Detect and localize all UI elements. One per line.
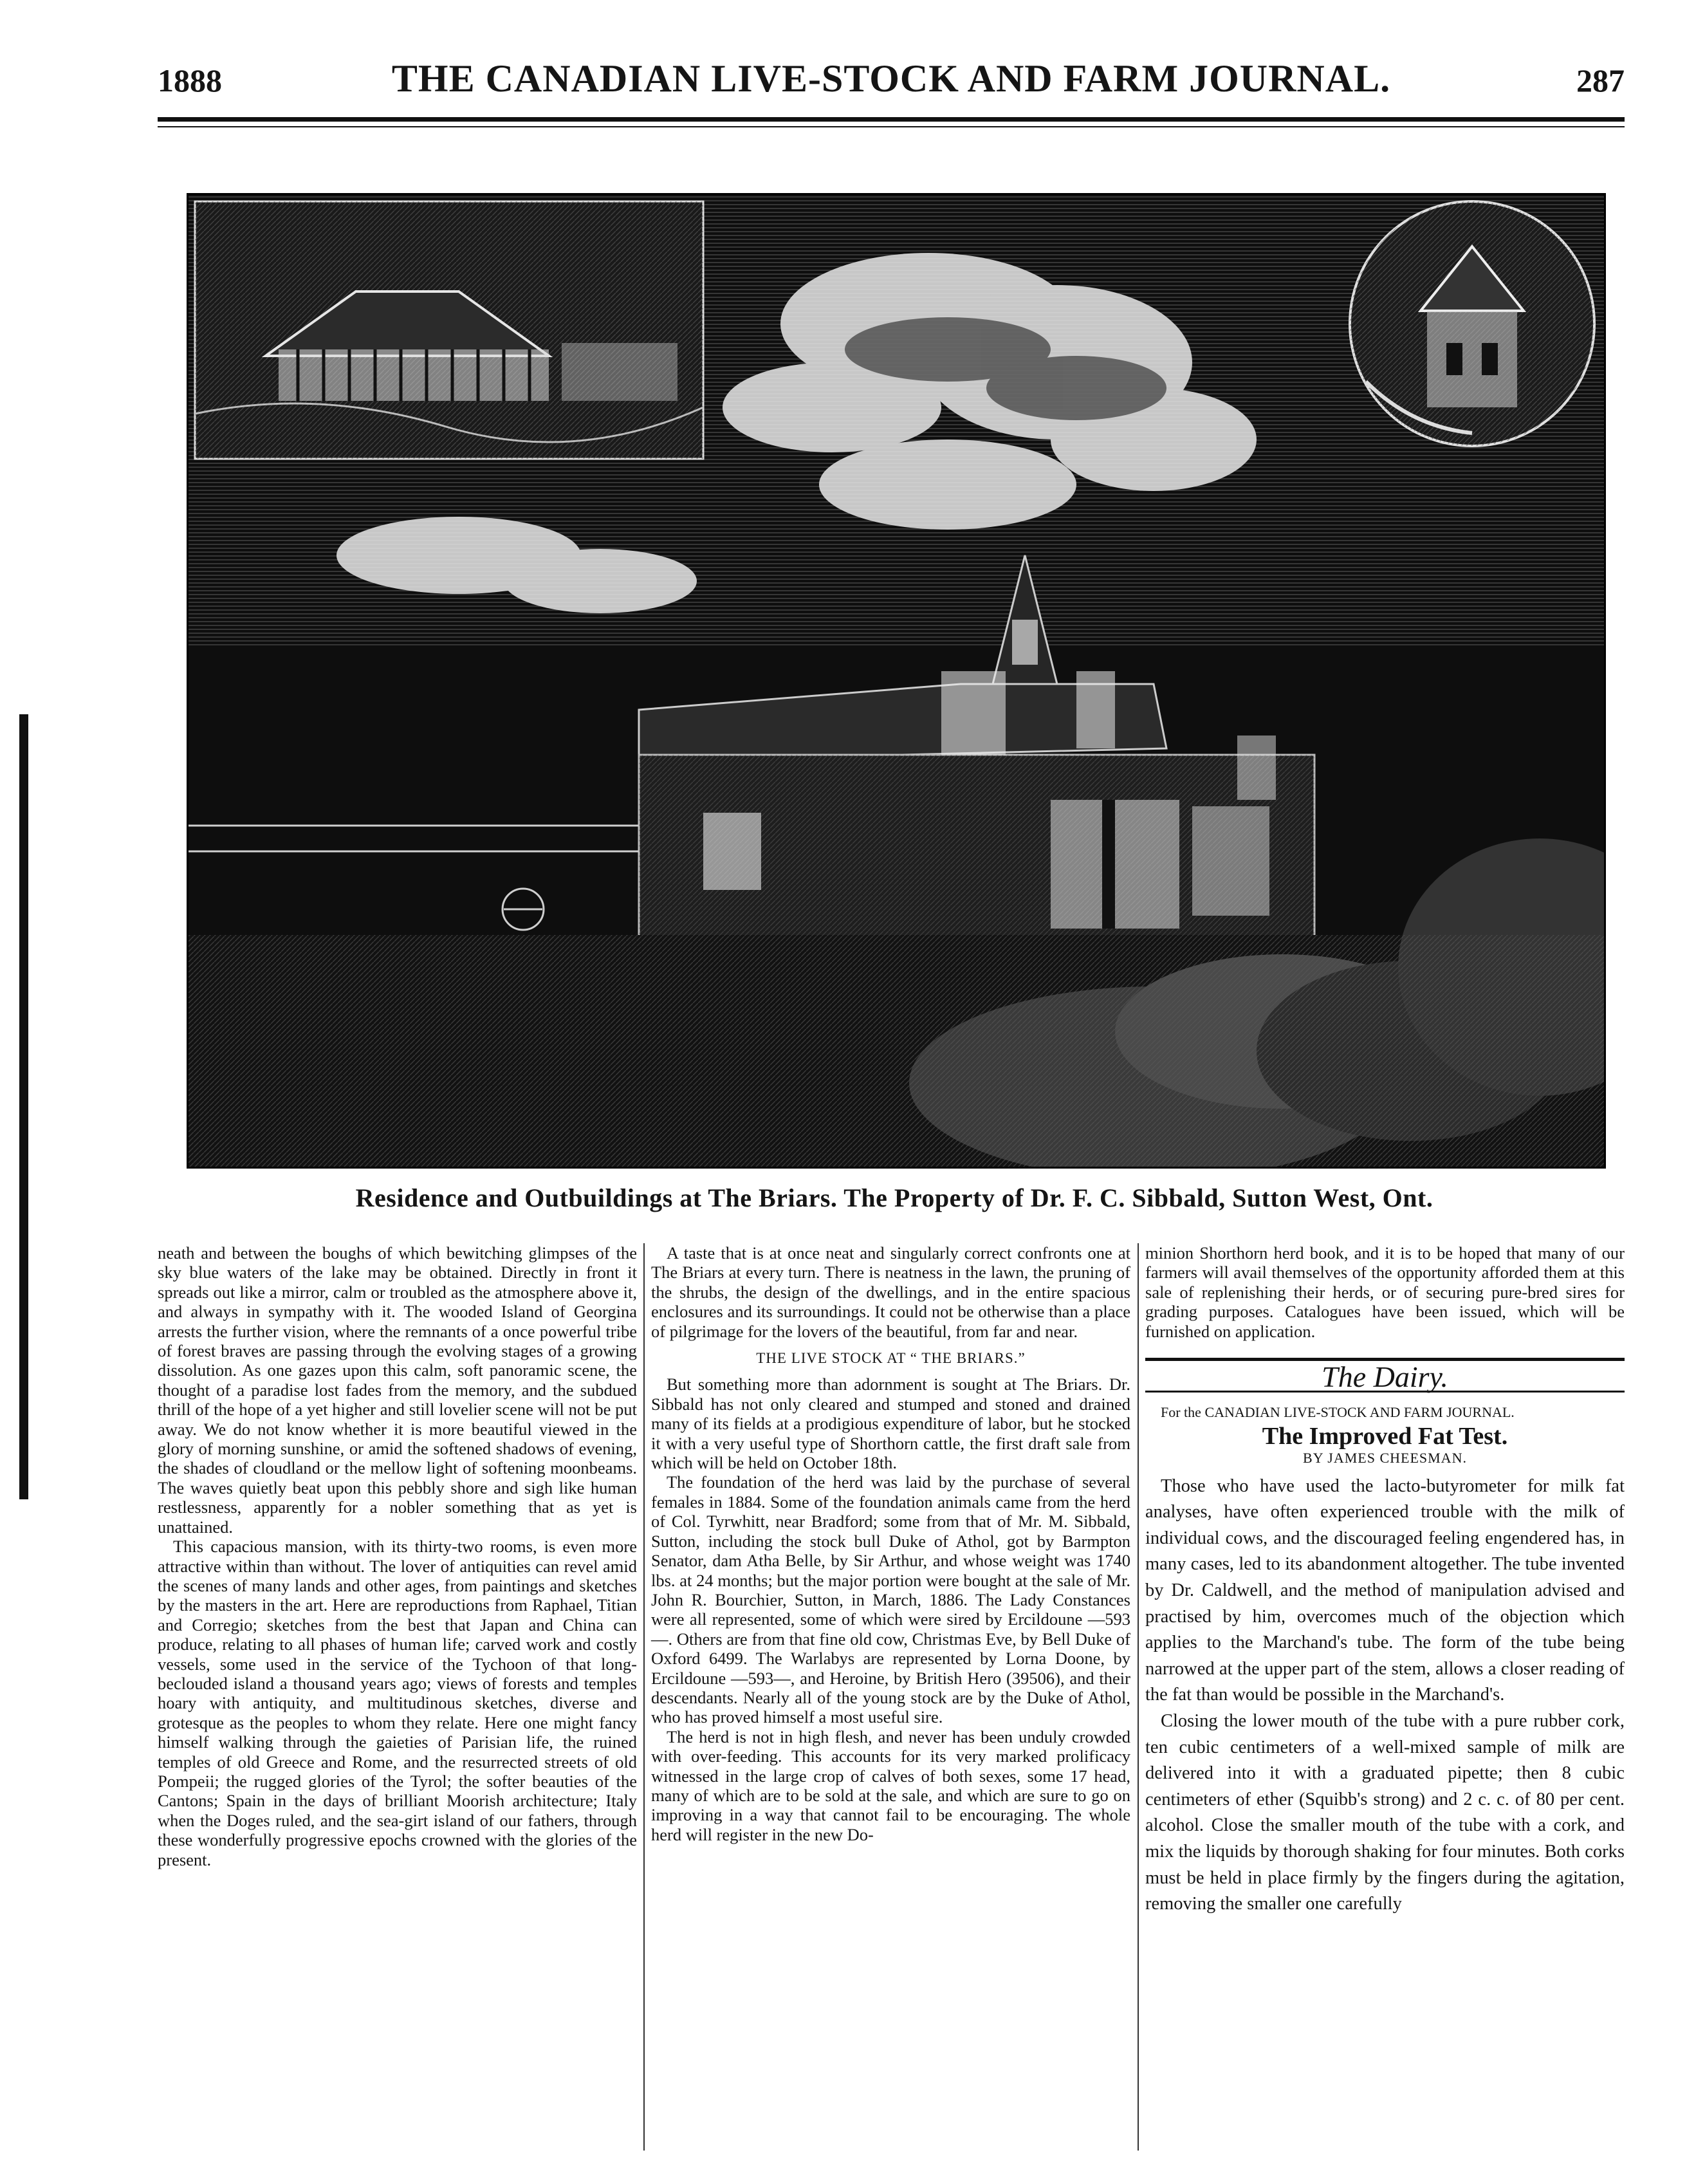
col1-paragraph-2: This capacious mansion, with its thirty-two rooms, is even more attractive within than without. The lover of antiquities can revel amid the scenes of many lands and other ages, from paintings and sketches by the masters in the art. Here are reproductions from Raphael, Titian and Corregio; sketches from the best that Japan and China can produce, relating to all phases of human life; carved work and costly vessels, some used in the service of the Tychoon of that long-beclouded island a thousand years ago; views of forests and temples hoary with antiquity, and multitudinous sketches, diverse and grotesque as the peoples to whom they relate. Here one might fancy himself walking through the gaieties of Parisian life, the ruined temples of old Greece and Rome, and the resurrected streets of old Pompeii; the rugged glories of the Tyrol; the softer beauties of the Cantons; Spain in the days of brilliant Moorish architecture; Italy when the Doges ruled, and the sea-girt island of our fathers, through these wonderfully progressive epochs crowned with the glories of the present. [158, 1537, 637, 1869]
scan-margin-bar [19, 714, 28, 1499]
col3-continuation: minion Shorthorn herd book, and it is to be hoped that many of our farmers will avail themselves of the opportunity afforded them at this sale of replenishing their herds, or of securing pure-bred sires for grading purposes. Catalogues have been issued, which will be furnished on application. [1145, 1243, 1625, 1341]
engraving-drawing [189, 195, 1604, 1167]
dairy-paragraph-2: Closing the lower mouth of the tube with a pure rubber cork, ten cubic centimeters of a well-mixed sample of milk are delivered into it with a graduated pipette; then 8 cubic centimeters of ether (Squibb's strong) and 2 c. c. of 80 per cent. alcohol. Close the smaller mouth of the tube with a cork, and mix the liquids by thorough shaking for four minutes. Both corks must be held in place firmly by the fingers during the agitation, removing the smaller one carefully [1145, 1711, 1625, 1914]
col1-paragraph-1: neath and between the boughs of which bewitching glimpses of the sky blue waters of the lake may be obtained. Directly in front it spreads out like a mirror, calm or troubled as the atmosphere above it, and always in sympathy with it. The wooded Island of Georgina arrests the further vision, where the remnants of a once powerful tribe of forest braves are passing through the evolving stages of a growing dissolution. As one gazes upon this calm, soft panoramic scene, the thought of a paradise lost fades from the memory, and the subdued thrill of the hope of a yet higher and still lovelier scene will not be put away. We do not know whether it is more beautiful viewed in the glory of morning sunshine, or amid the softened shadows of evening, the shades of cloudland or the mellow light of softening moonbeams. The waves quietly beat upon this pebbly shore and sigh like human restlessness, apparently for a nobler something that as yet is unattained. [158, 1243, 637, 1537]
col2-paragraph-3: The foundation of the herd was laid by the purchase of several females in 1884. Some of the foundation animals came from the herd of Col. Tyrwhitt, near Bradford; some from that of Mr. M. Sibbald, Sutton, including the stock bull Duke of Athol, got by Barmpton Senator, dam Atha Belle, by Sir Arthur, and whose weight was 1740 lbs. at 24 months; but the major portion were bought at the sale of Mr. John R. Bourchier, Sutton, in March, 1886. The Lady Constances were all represented, some of which were sired by Ercildoune —593—. Others are from that fine old cow, Christmas Eve, by Bell Duke of Oxford 6499. The Warlabys are represented by Lorna Doone, by Ercildoune —593—, and Heroine, by British Hero (39506), and their descendants. Nearly all of the young stock are by the Duke of Athol, who has proved himself a most useful sire. [651, 1472, 1130, 1727]
column-3 [1145, 1243, 1625, 1918]
column-2 [651, 1243, 1130, 1844]
engraving-illustration [187, 193, 1606, 1169]
department-heading: The Dairy. [1145, 1358, 1625, 1393]
article-byline: BY JAMES CHEESMAN. [1303, 1450, 1467, 1467]
article-title: The Improved Fat Test. [1262, 1422, 1508, 1450]
illustration-caption: Residence and Outbuildings at The Briars. The Property of Dr. F. C. Sibbald, Sutton West, Ont. [355, 1183, 1433, 1212]
live-stock-subhead: THE LIVE STOCK AT “ THE BRIARS.” [756, 1350, 1026, 1367]
dairy-article-body [1145, 1474, 1625, 1918]
column-1 [158, 1243, 637, 1869]
running-header [158, 50, 1625, 108]
inset-outbuildings [195, 201, 703, 459]
column-divider-2 [1138, 1243, 1139, 2151]
header-year: 1888 [158, 62, 222, 98]
header-rule-thick [158, 117, 1625, 122]
journal-title: THE CANADIAN LIVE-STOCK AND FARM JOURNAL. [391, 57, 1391, 100]
dairy-paragraph-1: Those who have used the lacto-butyrometer for milk fat analyses, have often experienced trouble with the milk of individual cows, and the discouraged feeling engendered has, in many cases, led to its abandonment altogether. The tube invented by Dr. Caldwell, and the method of manipulation advised and practised by him, overcomes much of the objection which applies to the Marchand's tube. The form of the tube being narrowed at the upper part of the stem, allows a closer reading of the fat than would be possible in the Marchand's. [1145, 1476, 1625, 1705]
page-number: 287 [1576, 62, 1625, 98]
inset-circle-tower [1350, 201, 1594, 446]
column-divider-1 [643, 1243, 645, 2151]
for-journal-line: For the CANADIAN LIVE-STOCK AND FARM JOURNAL. [1161, 1404, 1515, 1421]
col2-paragraph-1: A taste that is at once neat and singularly correct confronts one at The Briars at every turn. There is neatness in the lawn, the pruning of the shrubs, the design of the dwellings, and in the entire spacious enclosures and its surroundings. It could not be otherwise than a place of pilgrimage for the lovers of the beautiful, from far and near. [651, 1243, 1130, 1341]
header-rule-thin [158, 126, 1625, 127]
col2-paragraph-2: But something more than adornment is sought at The Briars. Dr. Sibbald has not only cleared and stumped and stoned and drained many of its fields at a prodigious expenditure of labor, but he stocked it with a very useful type of Shorthorn cattle, the first draft sale from which will be held on October 18th. [651, 1374, 1130, 1473]
col2-paragraph-4: The herd is not in high flesh, and never has been unduly crowded with over-feeding. This accounts for its very marked prolificacy witnessed in the large crop of calves of both sexes, some 17 head, many of which are to be sold at the sale, and which are sure to go on improving in a way that cannot fail to be encouraging. The whole herd will register in the new Do- [651, 1726, 1130, 1844]
